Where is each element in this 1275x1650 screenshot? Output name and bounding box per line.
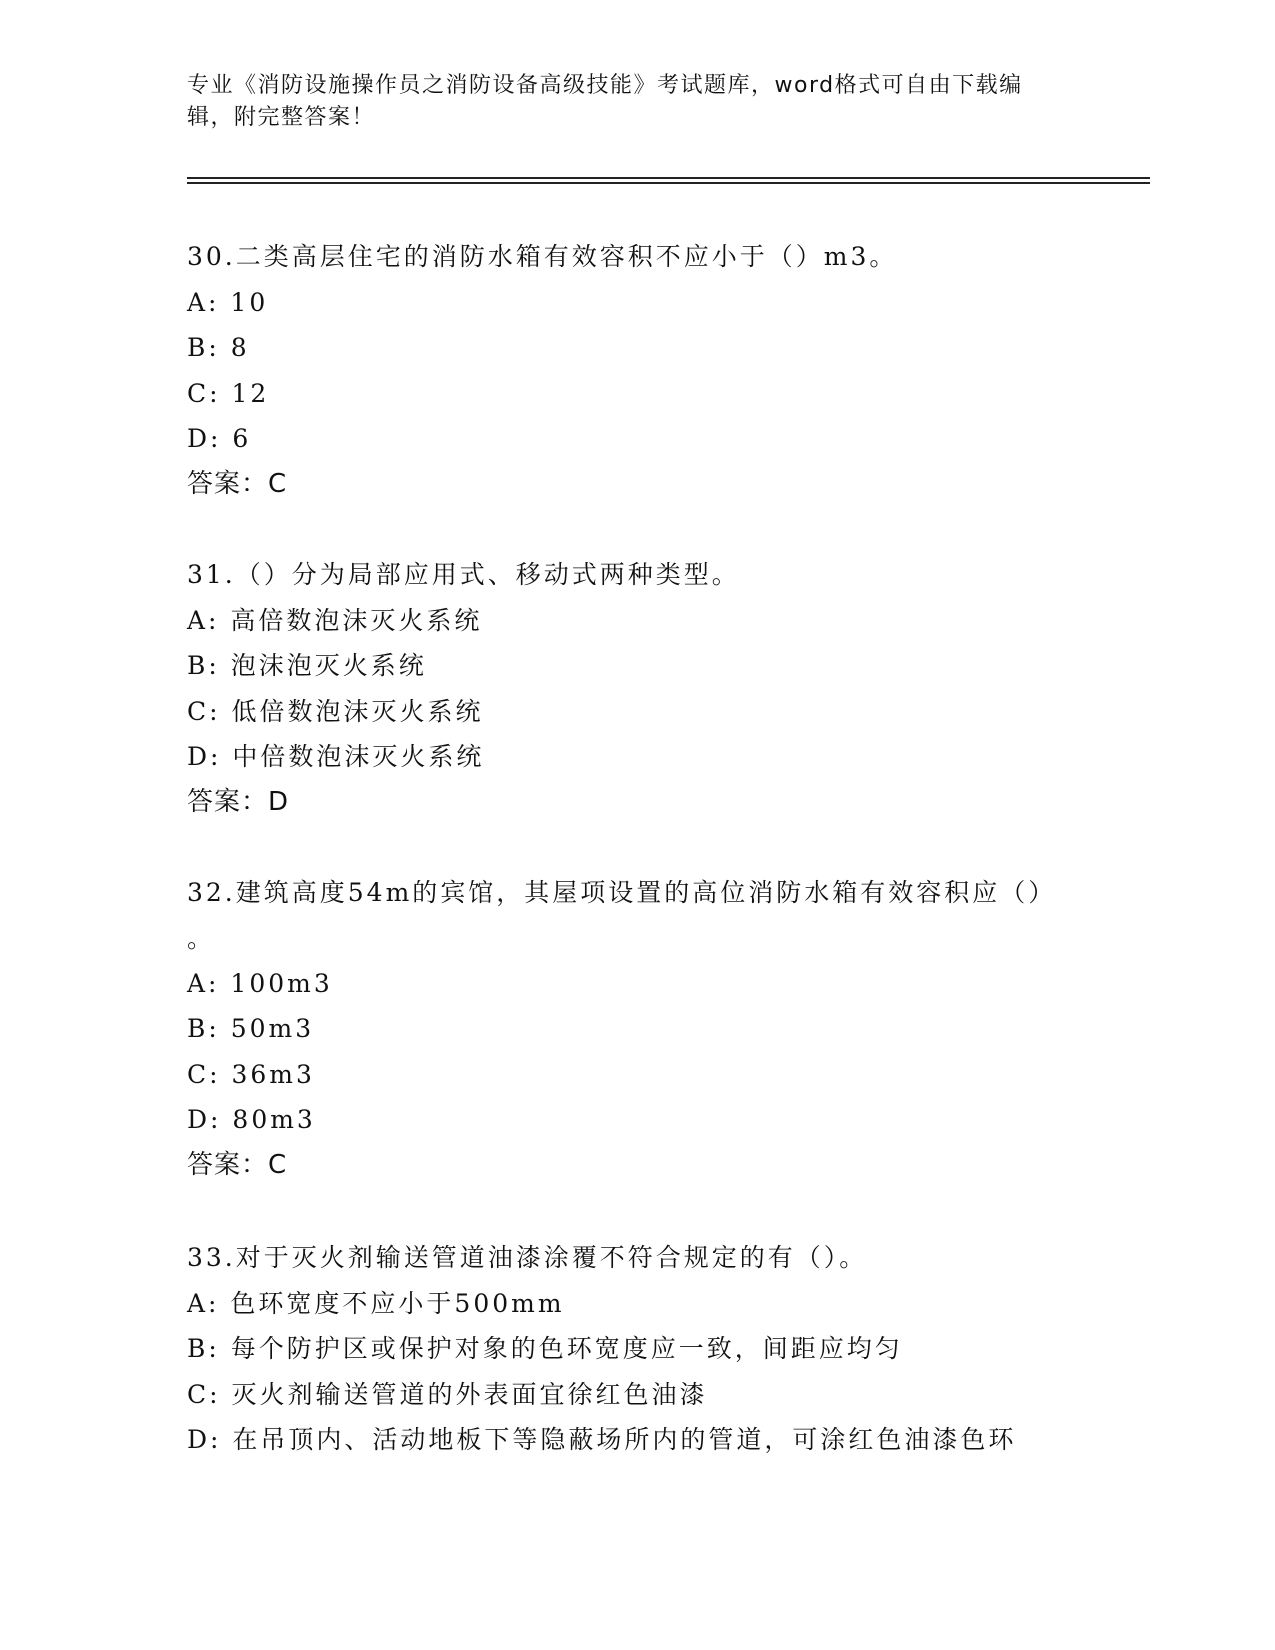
- option-d: D: 80m3: [187, 1105, 316, 1134]
- option-d: D: 6: [187, 424, 252, 453]
- question-stem: 32.建筑高度54m的宾馆，其屋项设置的高位消防水箱有效容积应（）: [187, 878, 1057, 907]
- question-stem: 33.对于灭火剂输送管道油漆涂覆不符合规定的有（）。: [187, 1243, 868, 1272]
- question-stem: 31.（）分为局部应用式、移动式两种类型。: [187, 560, 740, 589]
- header-divider-top: [187, 177, 1150, 179]
- option-c: C: 灭火剂输送管道的外表面宜徐红色油漆: [187, 1379, 708, 1409]
- document-header: 专业《消防设施操作员之消防设备高级技能》考试题库，word格式可自由下载编辑，附完整答案！: [187, 73, 1023, 130]
- option-a: A: 高倍数泡沫灭火系统: [187, 605, 483, 635]
- option-a: A: 10: [187, 287, 269, 317]
- answer-line: 答案：C: [187, 1149, 288, 1180]
- option-b: B: 泡沫泡灭火系统: [187, 651, 427, 680]
- option-c: C: 12: [187, 378, 270, 408]
- option-b: B: 每个防护区或保护对象的色环宽度应一致，间距应均匀: [187, 1334, 903, 1363]
- option-b: B: 50m3: [187, 1014, 315, 1043]
- question-30: [187, 234, 1087, 507]
- answer-line: 答案：C: [187, 468, 288, 499]
- option-c: C: 36m3: [187, 1059, 315, 1089]
- option-a: A: 色环宽度不应小于500mm: [187, 1288, 565, 1318]
- option-d: D: 中倍数泡沫灭火系统: [187, 742, 485, 771]
- header-divider-bottom: [187, 182, 1150, 184]
- question-33: [187, 1235, 1087, 1463]
- question-31: [187, 552, 1087, 825]
- option-d: D: 在吊顶内、活动地板下等隐蔽场所内的管道，可涂红色油漆色环: [187, 1425, 1017, 1454]
- question-stem: 30.二类高层住宅的消防水箱有效容积不应小于（）m3。: [187, 242, 898, 271]
- question-stem-continuation: 。: [187, 923, 216, 953]
- option-c: C: 低倍数泡沫灭火系统: [187, 696, 484, 726]
- option-b: B: 8: [187, 333, 250, 362]
- question-32: [187, 870, 1087, 1188]
- option-a: A: 100m3: [187, 968, 333, 998]
- answer-line: 答案：D: [187, 786, 290, 817]
